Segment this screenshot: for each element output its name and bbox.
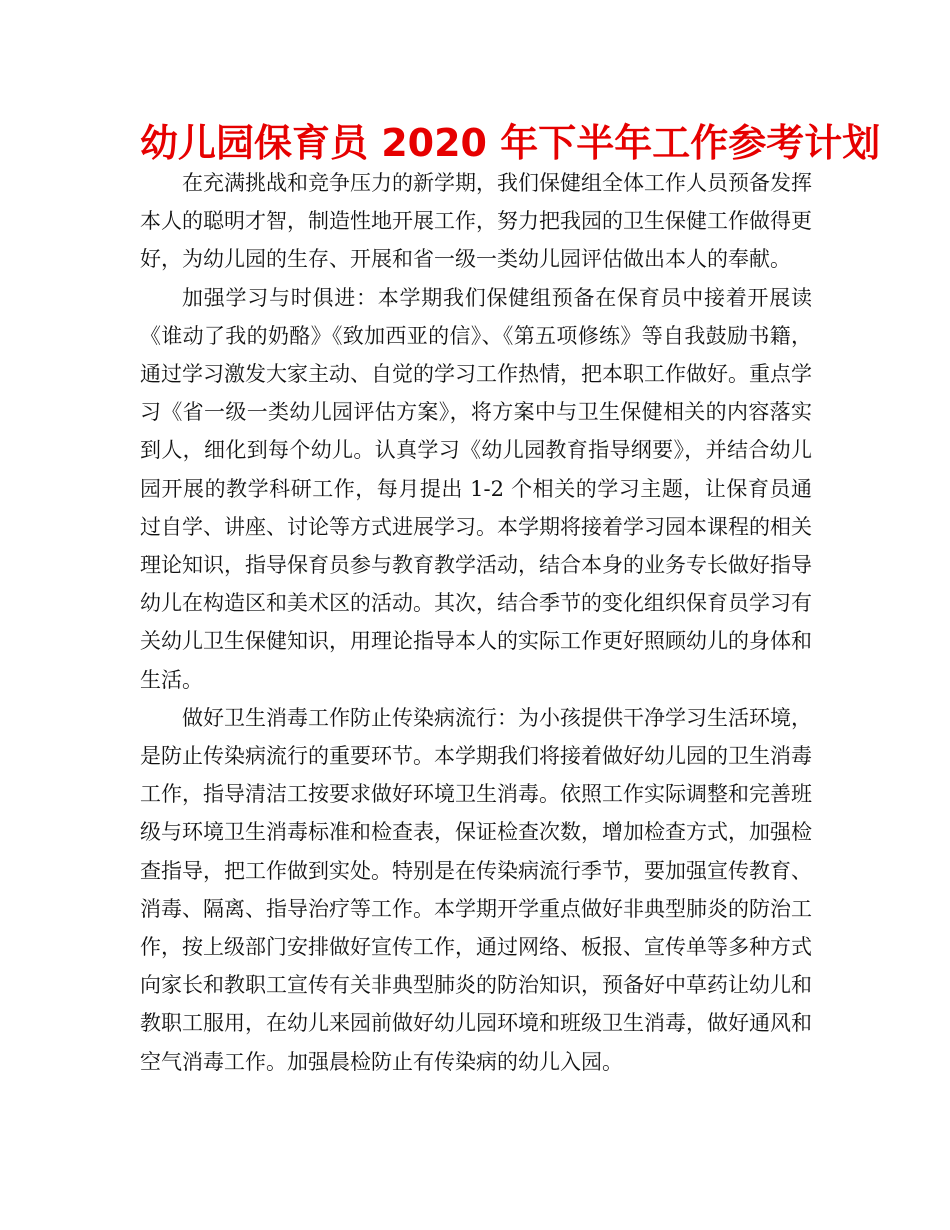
document-title: 幼儿园保育员 2020 年下半年工作参考计划 bbox=[140, 121, 881, 165]
paragraph-intro: 在充满挑战和竞争压力的新学期，我们保健组全体工作人员预备发挥本人的聪明才智，制造性地开展工作，努力把我园的卫生保健工作做得更好，为幼儿园的生存、开展和省一级一类幼儿园评估做出本人的奉献。 bbox=[140, 171, 812, 272]
document-body bbox=[140, 164, 812, 1081]
paragraph-disinfection: 做好卫生消毒工作防止传染病流行：为小孩提供干净学习生活环境，是防止传染病流行的重要环节。本学期我们将接着做好幼儿园的卫生消毒工作，指导清洁工按要求做好环境卫生消毒。依照工作实际调整和完善班级与环境卫生消毒标准和检查表，保证检查次数，增加检查方式，加强检查指导，把工作做到实处。特别是在传染病流行季节，要加强宣传教育、消毒、隔离、指导治疗等工作。本学期开学重点做好非典型肺炎的防治工作，按上级部门安排做好宣传工作，通过网络、板报、宣传单等多种方式向家长和教职工宣传有关非典型肺炎的防治知识，预备好中草药让幼儿和教职工服用，在幼儿来园前做好幼儿园环境和班级卫生消毒，做好通风和空气消毒工作。加强晨检防止有传染病的幼儿入园。 bbox=[140, 705, 812, 1074]
paragraph-study: 加强学习与时俱进：本学期我们保健组预备在保育员中接着开展读《谁动了我的奶酪》《致加西亚的信》、《第五项修练》等自我鼓励书籍，通过学习激发大家主动、自觉的学习工作热情，把本职工作做好。重点学习《省一级一类幼儿园评估方案》，将方案中与卫生保健相关的内容落实到人，细化到每个幼儿。认真学习《幼儿园教育指导纲要》，并结合幼儿园开展的教学科研工作，每月提出 1-2 个相关的学习主题，让保育员通过自学、讲座、讨论等方式进展学习。本学期将接着学习园本课程的相关理论知识，指导保育员参与教育教学活动，结合本身的业务专长做好指导幼儿在构造区和美术区的活动。其次，结合季节的变化组织保育员学习有关幼儿卫生保健知识，用理论指导本人的实际工作更好照顾幼儿的身体和生活。 bbox=[140, 285, 812, 692]
